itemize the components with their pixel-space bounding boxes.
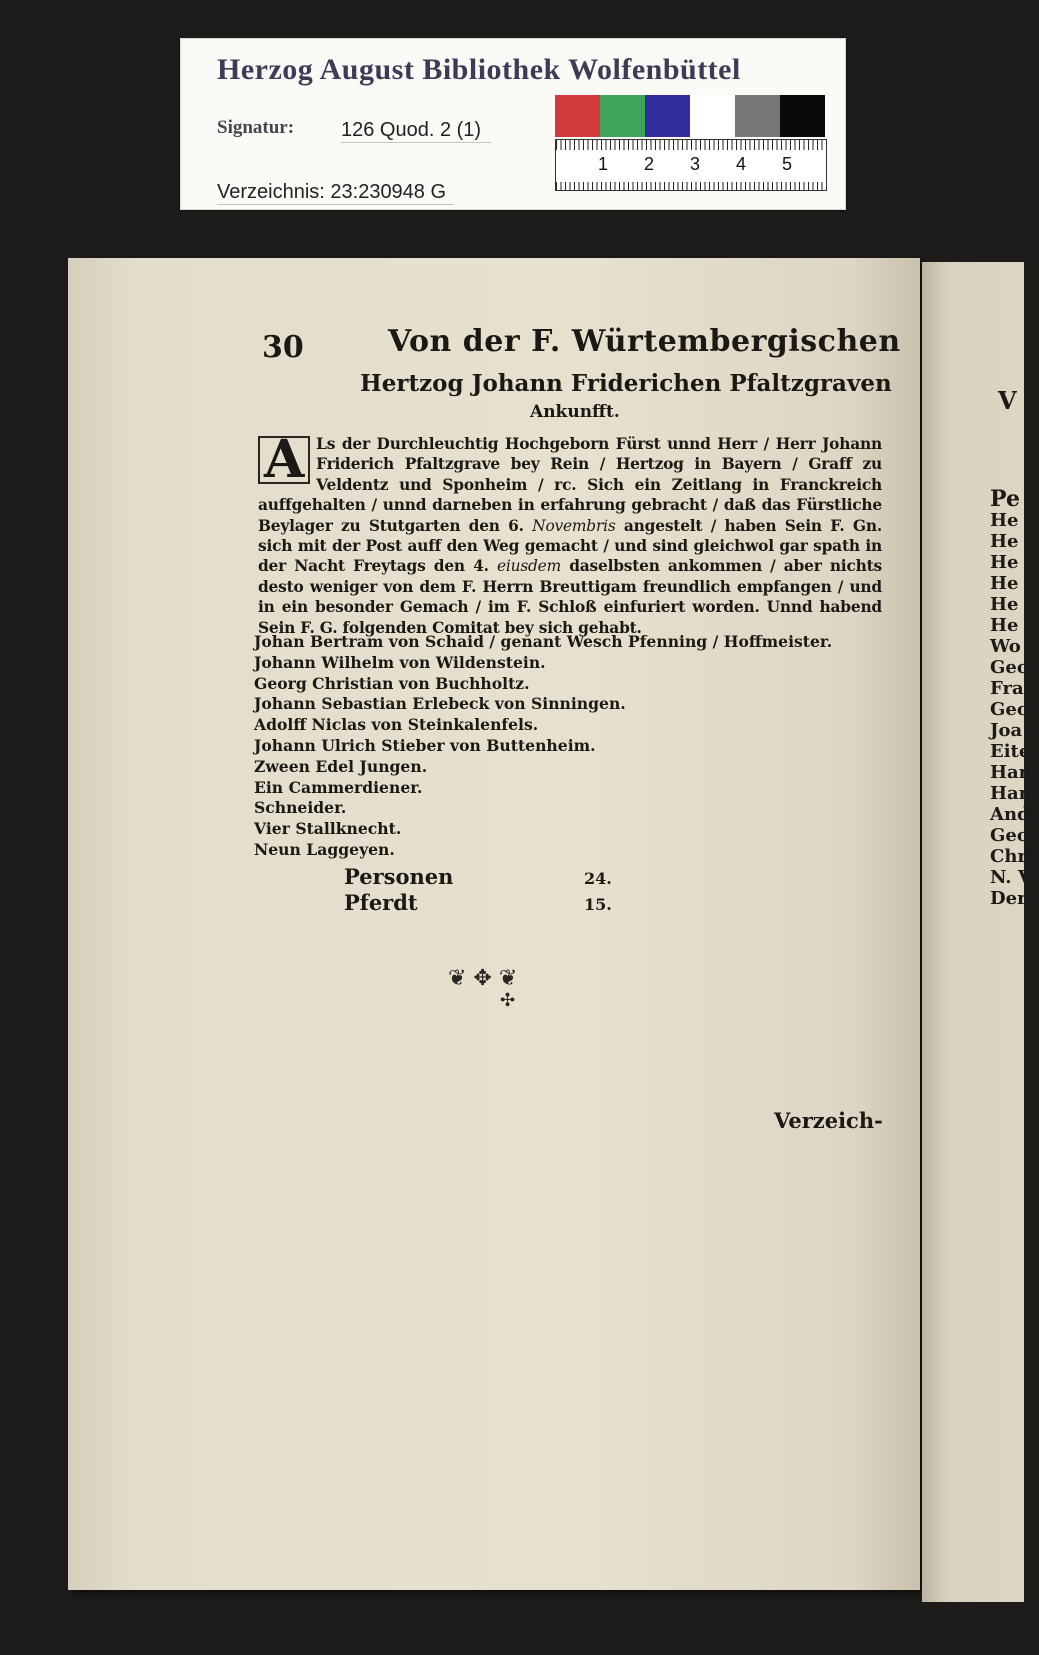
body-paragraph bbox=[258, 429, 882, 638]
library-name: Herzog August Bibliothek Wolfenbüttel bbox=[217, 53, 741, 86]
ruler-number: 2 bbox=[644, 154, 655, 174]
ruler-number: 4 bbox=[736, 154, 747, 174]
ornament-flourish-icon: ✣ bbox=[500, 990, 516, 1011]
book-page bbox=[68, 258, 920, 1590]
ruler-ticks-top bbox=[556, 140, 826, 150]
page-number: 30 bbox=[262, 330, 304, 365]
body-italic-eiusdem: eiusdem bbox=[496, 557, 561, 576]
measurement-ruler bbox=[555, 139, 827, 191]
horses-label: Pferdt bbox=[344, 890, 418, 915]
decorated-initial: A bbox=[258, 436, 310, 484]
horses-row bbox=[344, 890, 634, 916]
facing-line: He bbox=[990, 594, 1019, 615]
body-text-part-2: angestelt / haben Sein F. Gn. sich mit der Post auff den Weg gemacht / und sind gleichwol gar spath in der Nacht Freytags den 4. bbox=[258, 516, 882, 576]
list-item: Ein Cammerdiener. bbox=[254, 777, 423, 797]
library-label-card bbox=[180, 38, 846, 210]
ruler-number: 3 bbox=[690, 154, 701, 174]
swatch-green bbox=[600, 95, 645, 137]
signatur-label: Signatur: bbox=[217, 117, 295, 138]
facing-line: He bbox=[990, 573, 1019, 594]
list-item: Georg Christian von Buchholtz. bbox=[254, 673, 530, 693]
facing-line: Han bbox=[990, 783, 1032, 804]
verzeichnis-number: Verzeichnis: 23:230948 G bbox=[217, 181, 454, 205]
list-item: Johann Wilhelm von Wildenstein. bbox=[254, 652, 546, 672]
swatch-red bbox=[555, 95, 600, 137]
facing-line: Geo bbox=[990, 699, 1029, 720]
body-text-part-3: daselbsten ankommen / aber nichts desto weniger von dem F. Herrn Breuttigam freundlich empfangen / und in ein besonder Gemach / im F. Schloß einfuriert worden. Unnd habend Sein F. G. folgenden Comitat bey sich gehabt. bbox=[258, 557, 882, 637]
list-item: Johann Ulrich Stieber von Buttenheim. bbox=[254, 735, 596, 755]
color-calibration-scale bbox=[555, 95, 825, 191]
facing-line: Geo bbox=[990, 657, 1029, 678]
totals bbox=[344, 864, 634, 916]
list-item: Johan Bertram von Schaid / genant Wesch Pfenning / Hoffmeister. bbox=[254, 632, 833, 651]
ruler-number: 1 bbox=[598, 154, 609, 174]
swatch-white bbox=[690, 95, 735, 137]
ruler-ticks-bottom bbox=[556, 182, 826, 190]
persons-label: Personen bbox=[344, 864, 454, 889]
facing-line: He bbox=[990, 552, 1019, 573]
facing-line: Fran bbox=[990, 678, 1037, 699]
swatch-blue bbox=[645, 95, 690, 137]
body-italic-novembris: Novembris bbox=[532, 516, 616, 535]
list-item: Schneider. bbox=[254, 798, 347, 818]
entourage-list bbox=[254, 632, 832, 861]
section-subtitle: Ankunfft. bbox=[530, 402, 620, 422]
facing-line: Der bbox=[990, 888, 1027, 909]
list-item: Johann Sebastian Erlebeck von Sinningen. bbox=[254, 694, 626, 714]
section-title: Hertzog Johann Friderichen Pfaltzgraven bbox=[360, 370, 892, 397]
printers-ornament-icon: ❦ ✥ ❦ bbox=[448, 966, 518, 991]
facing-line: V bbox=[998, 386, 1017, 415]
facing-line: Eitel bbox=[990, 741, 1038, 762]
list-item: Neun Laggeyen. bbox=[254, 839, 395, 859]
facing-line: Joa bbox=[990, 720, 1023, 741]
facing-line: Chri bbox=[990, 846, 1034, 867]
swatch-gray bbox=[735, 95, 780, 137]
list-item: Adolff Niclas von Steinkalenfels. bbox=[254, 715, 539, 735]
signatur-value: 126 Quod. 2 (1) bbox=[341, 119, 491, 143]
facing-line: He bbox=[990, 615, 1019, 636]
horses-value: 15. bbox=[584, 895, 612, 914]
list-item: Zween Edel Jungen. bbox=[254, 756, 428, 776]
persons-row bbox=[344, 864, 634, 890]
facing-line: Pe bbox=[990, 486, 1020, 512]
list-item: Vier Stallknecht. bbox=[254, 819, 402, 839]
facing-line: Andr bbox=[990, 804, 1039, 825]
body-text-part-1: Ls der Durchleuchtig Hochgeborn Fürst unnd Herr / Herr Johann Friderich Pfaltzgrave bey Rein / Hertzog in Bayern / Graff zu Veldentz und Sponheim / rc. Sich ein Zeitlang in Franckreich auffgehalten / unnd darneben in erfahrung gebracht / daß das Fürstliche Beylager zu Stutgarten den 6. bbox=[258, 435, 882, 535]
facing-line: N. V bbox=[990, 867, 1032, 888]
facing-line: Han bbox=[990, 762, 1032, 783]
catchword: Verzeich- bbox=[774, 1108, 883, 1133]
running-header: Von der F. Würtembergischen bbox=[388, 324, 901, 359]
facing-line: Geo bbox=[990, 825, 1029, 846]
persons-value: 24. bbox=[584, 869, 612, 888]
facing-page-edge bbox=[922, 262, 1039, 1602]
facing-line: He bbox=[990, 510, 1019, 531]
swatch-black bbox=[780, 95, 825, 137]
ruler-number: 5 bbox=[782, 154, 793, 174]
facing-line: He bbox=[990, 531, 1019, 552]
facing-line: Wo bbox=[990, 636, 1021, 657]
